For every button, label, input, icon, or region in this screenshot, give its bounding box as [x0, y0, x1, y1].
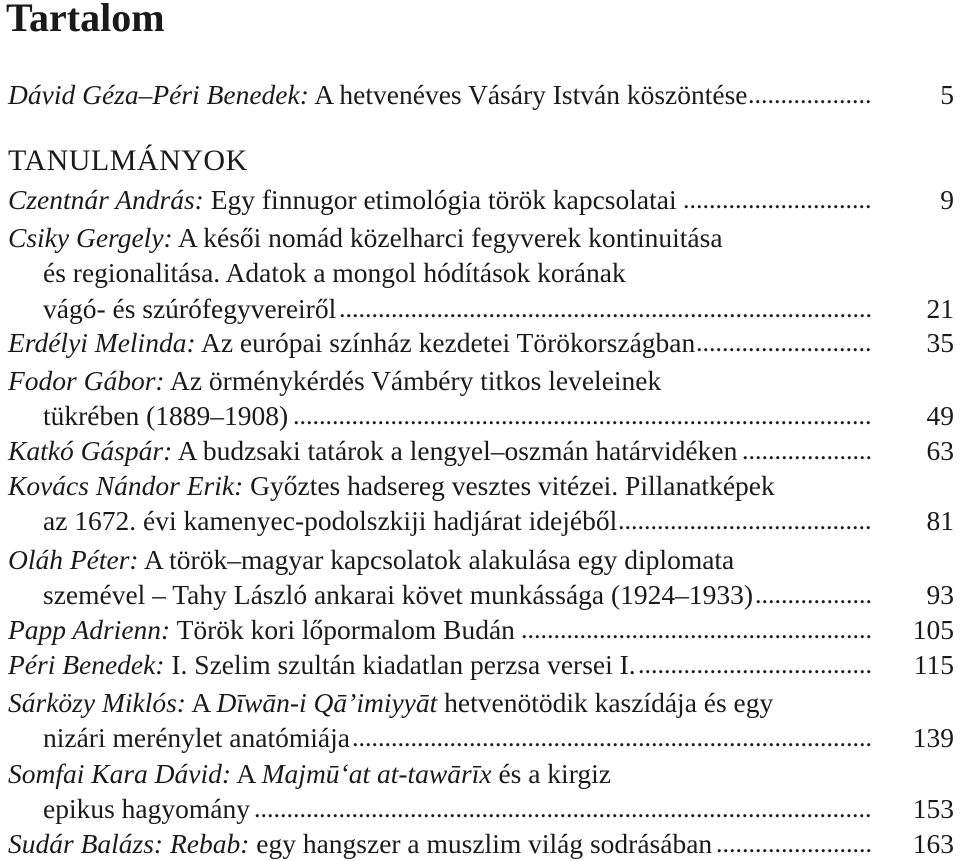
dot-leader: ...........................	[696, 328, 872, 357]
entry-author: Erdélyi Melinda:	[8, 327, 196, 358]
dot-leader: ..................................................................................	[339, 294, 872, 323]
italic-title-part: Dīwān-i Qā’imiyyāt	[216, 687, 438, 718]
toc-entry	[0, 827, 960, 861]
page-number: 153	[912, 793, 954, 824]
page-number: 139	[912, 722, 954, 753]
entry-title: A Majmū‘at at-tawārīx és a kirgiz	[236, 758, 611, 789]
page-number: 5	[940, 79, 954, 110]
page-number: 49	[926, 400, 954, 431]
page-number: 63	[926, 435, 954, 466]
dot-leader: ..................	[755, 580, 872, 609]
toc-entry-continuation	[0, 721, 960, 755]
entry-title: A Dīwān-i Qā’imiyyāt hetvenötödik kaszídája és egy	[191, 687, 774, 718]
entry-title: Az európai színház kezdetei Törökországban	[200, 327, 696, 358]
entry-title: nizári merénylet anatómiája	[43, 722, 350, 753]
toc-entry-continuation	[0, 792, 960, 826]
entry-text	[8, 757, 611, 791]
toc-entry-continuation	[0, 292, 960, 326]
entry-text	[8, 364, 661, 398]
entry-title: vágó- és szúrófegyvereiről	[43, 293, 337, 324]
entry-text	[43, 578, 753, 612]
entry-title: Török kori lőpormalom Budán	[176, 614, 515, 645]
toc-entry-continuation	[0, 504, 960, 538]
entry-title: szemével – Tahy László ankarai követ munkássága (1924–1933)	[43, 579, 754, 610]
page-number: 163	[912, 828, 954, 859]
entry-title: A török–magyar kapcsolatok alakulása egy diplomata	[143, 544, 735, 575]
page-title: Tartalom	[6, 0, 165, 40]
page-number: 21	[926, 293, 954, 324]
page-number: 115	[913, 649, 954, 680]
entry-text	[8, 648, 636, 682]
italic-title-part: Majmū‘at at-tawārīx	[261, 758, 492, 789]
entry-author: Sárközy Miklós:	[8, 687, 186, 718]
toc-entry	[0, 543, 960, 577]
entry-text	[8, 78, 747, 112]
entry-title: Egy finnugor etimológia török kapcsolatai	[210, 184, 677, 215]
dot-leader: ...................	[748, 80, 872, 109]
entry-author: Csiky Gergely:	[8, 222, 173, 253]
dot-leader: ........................	[716, 829, 872, 858]
entry-text	[43, 504, 617, 538]
entry-text	[8, 183, 677, 217]
toc-entry	[0, 648, 960, 682]
dot-leader: ................................................................................	[352, 723, 872, 752]
toc-entry	[0, 78, 960, 112]
dot-leader: ...............................................................................................	[254, 794, 872, 823]
entry-author: Katkó Gáspár:	[8, 435, 173, 466]
toc-entry	[0, 221, 960, 255]
entry-title: Az örménykérdés Vámbéry titkos leveleinek	[169, 365, 662, 396]
toc-entry	[0, 469, 960, 503]
entry-text	[8, 434, 737, 468]
dot-leader: ....................................	[638, 650, 872, 679]
entry-text	[8, 326, 695, 360]
entry-text	[43, 256, 626, 290]
entry-author: Fodor Gábor:	[8, 365, 165, 396]
entry-text	[43, 792, 250, 826]
entry-title: és regionalitása. Adatok a mongol hódítások korának	[43, 257, 626, 288]
entry-author: Somfai Kara Dávid:	[8, 758, 232, 789]
toc-entry	[0, 757, 960, 791]
dot-leader: .........................................................................................	[293, 401, 872, 430]
entry-author: Kovács Nándor Erik:	[8, 470, 244, 501]
entry-author: Sudár Balázs:	[8, 828, 164, 859]
entry-author: Papp Adrienn:	[8, 614, 171, 645]
entry-text	[8, 613, 515, 647]
entry-text	[43, 721, 350, 755]
dot-leader: ......................................................	[521, 615, 872, 644]
dot-leader: ....................	[742, 436, 872, 465]
page-number: 9	[940, 184, 954, 215]
page-number: 105	[912, 614, 954, 645]
entry-text	[8, 221, 723, 255]
dot-leader: .............................	[683, 185, 872, 214]
toc-entry	[0, 613, 960, 647]
entry-author: Dávid Géza–Péri Benedek:	[8, 79, 309, 110]
page-number: 81	[926, 505, 954, 536]
toc-entry	[0, 326, 960, 360]
entry-text	[43, 399, 288, 433]
entry-author: Péri Benedek:	[8, 649, 165, 680]
entry-text	[8, 827, 712, 861]
entry-text	[8, 543, 734, 577]
entry-title: az 1672. évi kamenyec-podolszkiji hadjárat idejéből	[43, 505, 618, 536]
section-heading: TANULMÁNYOK	[8, 144, 248, 177]
page-number: 93	[926, 579, 954, 610]
entry-title: A késői nomád közelharci fegyverek kontinuitása	[178, 222, 723, 253]
italic-title-part: Rebab:	[169, 828, 250, 859]
entry-author: Czentnár András:	[8, 184, 204, 215]
entry-text	[8, 686, 773, 720]
entry-title: A hetvenéves Vásáry István köszöntése	[314, 79, 748, 110]
entry-title: tükrében (1889–1908)	[43, 400, 289, 431]
toc-entry	[0, 183, 960, 217]
entry-title: Győztes hadsereg vesztes vitézei. Pillanatképek	[250, 470, 775, 501]
page-number: 35	[926, 327, 954, 358]
entry-text	[43, 292, 336, 326]
toc-entry	[0, 434, 960, 468]
entry-title: A budzsaki tatárok a lengyel–oszmán határvidéken	[177, 435, 738, 466]
toc-entry	[0, 364, 960, 398]
toc-entry-continuation	[0, 578, 960, 612]
dot-leader: .......................................	[618, 506, 872, 535]
entry-title: epikus hagyomány	[43, 793, 250, 824]
toc-entry-continuation	[0, 256, 960, 290]
toc-entry-continuation	[0, 399, 960, 433]
entry-text	[8, 469, 775, 503]
toc-entry	[0, 686, 960, 720]
entry-author: Oláh Péter:	[8, 544, 139, 575]
entry-title: Rebab: egy hangszer a muszlim világ sodrásában	[169, 828, 713, 859]
entry-title: I. Szelim szultán kiadatlan perzsa versei I.	[171, 649, 636, 680]
